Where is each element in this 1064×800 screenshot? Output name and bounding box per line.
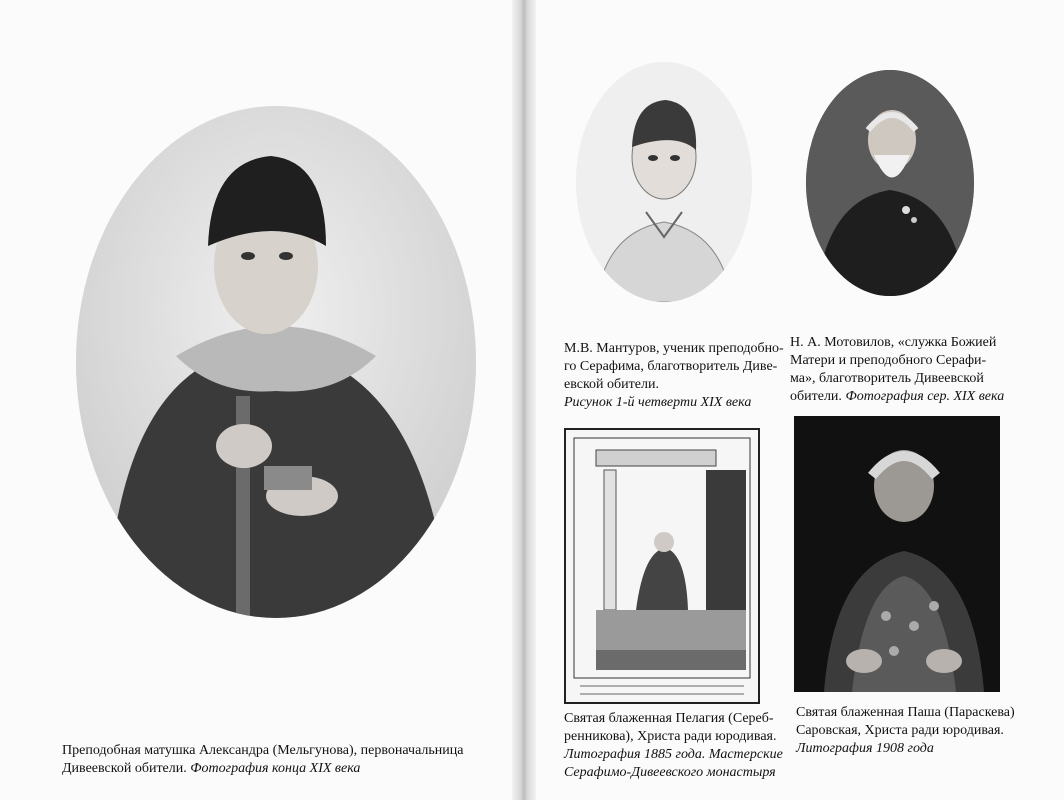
caption-alexandra xyxy=(62,742,492,778)
caption-motovilov-line2: Матери и преподобного Серафи- xyxy=(790,353,987,368)
portrait-motovilov-image xyxy=(806,70,974,296)
caption-pelageya-italic-line1: Литография 1885 года. Мастерские xyxy=(564,747,783,762)
photo-pasha-image xyxy=(794,416,1000,692)
photo-pasha xyxy=(794,416,1000,692)
portrait-alexandra-image xyxy=(76,106,476,618)
portrait-manturov xyxy=(576,62,752,302)
caption-pasha xyxy=(796,704,1056,758)
caption-pasha-line1: Святая блаженная Паша (Параскева) xyxy=(796,705,1015,720)
caption-manturov-line3: евской обители. xyxy=(564,377,659,392)
caption-manturov-line2: го Серафима, благотворитель Диве- xyxy=(564,359,778,374)
caption-motovilov xyxy=(790,334,1030,406)
caption-manturov xyxy=(564,340,784,412)
caption-pelageya-line1: Святая блаженная Пелагия (Сереб- xyxy=(564,711,774,726)
caption-manturov-line1: М.В. Мантуров, ученик преподобно- xyxy=(564,341,784,356)
book-gutter xyxy=(512,0,536,800)
portrait-motovilov xyxy=(806,70,974,296)
caption-motovilov-line1: Н. А. Мотовилов, «служка Божией xyxy=(790,335,997,350)
caption-motovilov-italic: Фотография сер. XIX века xyxy=(845,389,1005,404)
lithograph-pelageya xyxy=(564,428,760,704)
caption-manturov-italic: Рисунок 1-й четверти XIX века xyxy=(564,395,752,410)
caption-motovilov-line4-wrap xyxy=(790,388,1030,406)
portrait-manturov-image xyxy=(576,62,752,302)
caption-alexandra-italic: Фотография конца XIX века xyxy=(190,761,361,776)
caption-pasha-line2: Саровская, Христа ради юродивая. xyxy=(796,723,1004,738)
portrait-alexandra xyxy=(76,106,476,618)
caption-pelageya xyxy=(564,710,794,782)
caption-motovilov-line3: ма», благотворитель Дивеевской xyxy=(790,371,984,386)
caption-pasha-italic: Литография 1908 года xyxy=(796,741,934,756)
caption-pelageya-italic-line2: Серафимо-Дивеевского монастыря xyxy=(564,765,776,780)
caption-motovilov-line4: обители. xyxy=(790,389,842,404)
caption-pelageya-line2: ренникова), Христа ради юродивая. xyxy=(564,729,777,744)
lithograph-pelageya-image xyxy=(566,430,758,702)
caption-alexandra-text: Преподобная матушка Александра (Мельгунова), первоначальница Дивеевской обители. xyxy=(62,743,464,776)
